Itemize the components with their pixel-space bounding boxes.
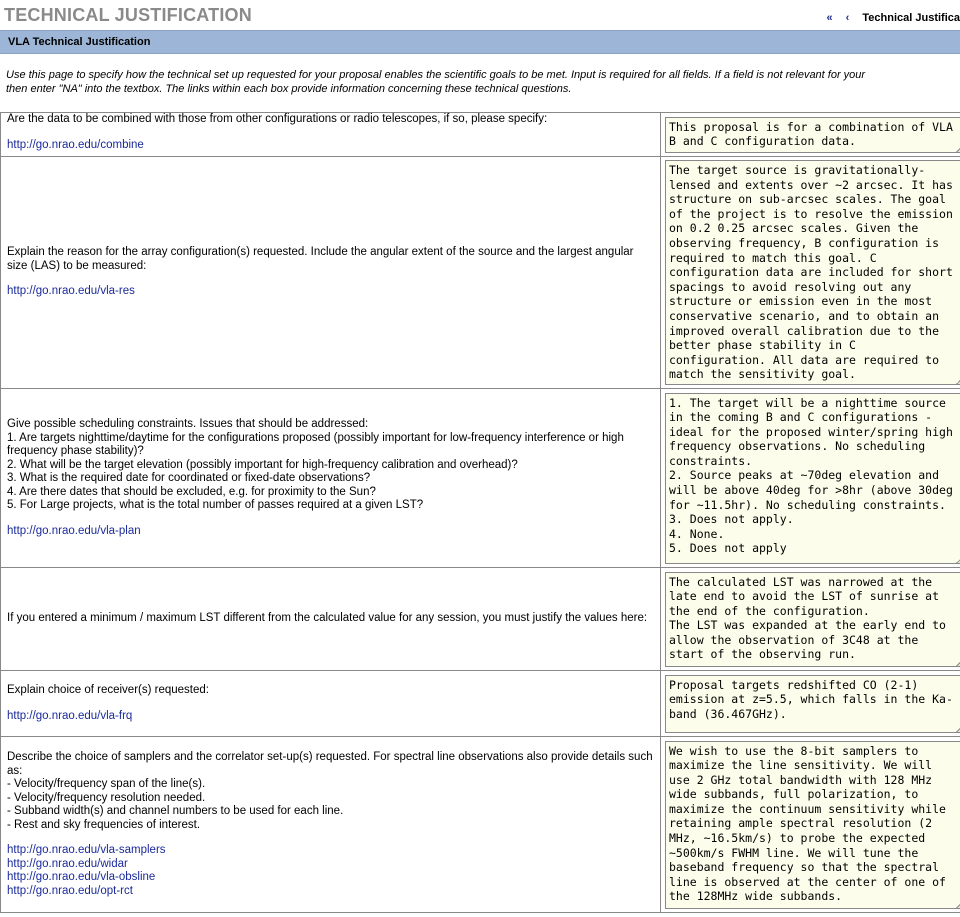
page-navigation [826,12,960,24]
answer-cell [661,113,960,157]
page-header [0,0,960,30]
question-cell [1,568,661,671]
answer-wrapper [665,741,960,909]
question-text: Explain choice of receiver(s) requested: [7,684,209,696]
resize-grip-icon[interactable] [956,555,960,563]
question-row [1,568,960,671]
help-link[interactable]: http://go.nrao.edu/vla-plan [7,524,141,537]
answer-wrapper [665,675,960,733]
question-text: Give possible scheduling constraints. Issues that should be addressed: 1. Are targets nighttime/daytime for the configurations proposed (possibly important for low-frequency interference or high frequency phase stability)? 2. What will be the target elevation (possibly important for high-frequency calibration and overhead)? 3. What is the required date for coordinated or fixed-date observations? 4. Are there dates that should be excluded, e.g. for proximity to the Sun? 5. For Large projects, what is the total number of passes required at a given LST? [7,418,624,511]
answer-wrapper [665,160,960,385]
answer-textarea[interactable] [665,572,960,667]
help-link[interactable]: http://go.nrao.edu/vla-frq [7,709,133,722]
question-text: Describe the choice of samplers and the correlator set-up(s) requested. For spectral line observations also provide details such as: - Velocity/frequency span of the line(s). - Velocity/frequency resolution needed. - Subband width(s) and channel numbers to be used for each line. - Rest and sky frequencies of interest. [7,751,653,831]
justification-table [0,112,960,913]
intro-line-1: Use this page to specify how the technical set up requested for your proposal enables the scientific goals to be met. Input is required for all fields. If a field is not relevant for your [6,69,866,81]
help-link[interactable]: http://go.nrao.edu/widar [7,857,128,870]
question-row [1,737,960,913]
help-links [7,844,654,898]
resize-grip-icon[interactable] [956,900,960,908]
help-links [7,285,654,299]
question-row [1,113,960,157]
question-text: Explain the reason for the array configuration(s) requested. Include the angular extent of the source and the largest angular size (LAS) to be measured: [7,246,634,272]
resize-grip-icon[interactable] [956,724,960,732]
section-header-bar [0,30,960,54]
help-links [7,710,654,724]
answer-cell [661,737,960,913]
answer-textarea[interactable] [665,117,960,153]
intro-line-2: then enter "NA" into the textbox. The links within each box provide information concerning these technical questions. [6,83,572,95]
help-link[interactable]: http://go.nrao.edu/vla-obsline [7,871,156,883]
question-row [1,671,960,737]
answer-wrapper [665,572,960,667]
first-page-link[interactable]: « [826,12,833,24]
answer-wrapper [665,117,960,153]
answer-textarea[interactable] [665,393,960,564]
question-cell [1,389,661,568]
answer-cell [661,389,960,568]
question-row [1,157,960,389]
answer-textarea[interactable] [665,160,960,385]
resize-grip-icon[interactable] [956,144,960,152]
help-link[interactable]: http://go.nrao.edu/opt-rct [7,884,133,897]
resize-grip-icon[interactable] [956,376,960,384]
answer-cell [661,568,960,671]
help-link[interactable]: http://go.nrao.edu/vla-samplers [7,844,166,856]
current-page-label: Technical Justifica [862,12,960,24]
resize-grip-icon[interactable] [956,658,960,666]
previous-page-link[interactable]: ‹ [845,12,850,24]
question-row [1,389,960,568]
answer-cell [661,157,960,389]
question-cell [1,737,661,913]
page-title: TECHNICAL JUSTIFICATION [4,5,252,25]
section-title: VLA Technical Justification [8,36,151,48]
answer-textarea[interactable] [665,741,960,909]
question-text: If you entered a minimum / maximum LST different from the calculated value for any session, you must justify the values here: [7,612,648,625]
answer-cell [661,671,960,737]
question-text: Are the data to be combined with those from other configurations or radio telescopes, if so, please specify: [7,113,548,125]
answer-textarea[interactable] [665,675,960,733]
answer-wrapper [665,393,960,564]
intro-text [6,68,960,96]
help-links [7,139,654,153]
help-link[interactable]: http://go.nrao.edu/combine [7,138,144,151]
question-cell [1,113,661,157]
help-link[interactable]: http://go.nrao.edu/vla-res [7,285,135,298]
question-cell [1,157,661,389]
question-cell [1,671,661,737]
help-links [7,525,654,539]
